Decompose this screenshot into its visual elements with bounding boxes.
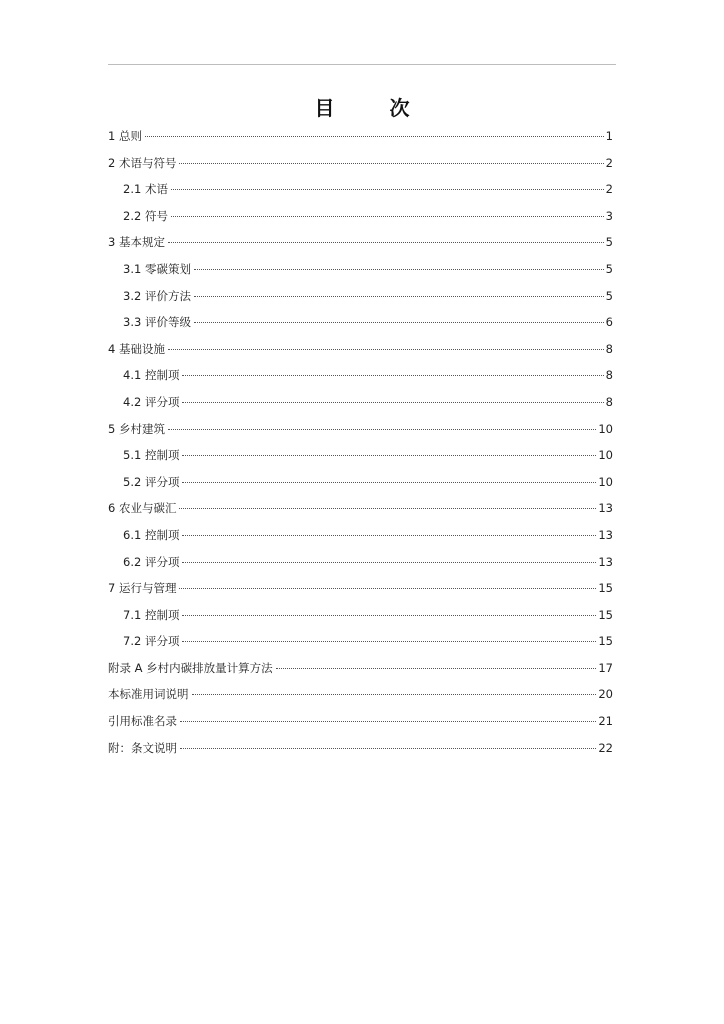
toc-entry-page-number: 21 [598,714,613,729]
toc-entry-label: 4 基础设施 [108,341,165,356]
toc-entry-page-number: 2 [605,182,613,197]
toc-entry-page-number: 8 [605,368,613,383]
toc-entry-page-number: 5 [605,288,613,303]
toc-entry-label: 引用标准名录 [108,714,177,729]
toc-entry-label: 6.1 控制项 [123,527,180,542]
toc-entry-label: 2.1 术语 [123,182,168,197]
toc-dot-leader [276,668,597,669]
toc-entry-page-number: 5 [605,261,613,276]
toc-entry-label: 附录 A 乡村内碳排放量计算方法 [108,660,273,675]
toc-entry-label: 1 总则 [108,129,142,143]
toc-entry-page-number: 10 [598,448,613,463]
toc-dot-leader [168,429,596,430]
toc-entry[interactable] [108,735,613,762]
toc-entry-page-number: 5 [605,235,613,250]
toc-entry-label: 3 基本规定 [108,235,165,250]
toc-entry[interactable] [108,681,613,708]
toc-dot-leader [182,455,596,456]
toc-entry[interactable] [108,495,613,522]
toc-entry-page-number: 13 [598,527,613,542]
toc-entry[interactable] [108,522,613,549]
toc-dot-leader [168,349,604,350]
toc-dot-leader [182,402,603,403]
toc-entry-page-number: 6 [605,315,613,330]
toc-entry-page-number: 10 [598,421,613,436]
toc-dot-leader [168,242,604,243]
toc-entry[interactable] [108,416,613,443]
toc-entry-page-number: 20 [598,687,613,702]
toc-entry[interactable] [108,549,613,576]
toc-entry-label: 6.2 评分项 [123,554,180,569]
toc-entry-page-number: 3 [605,208,613,223]
toc-entry-label: 本标准用词说明 [108,687,189,702]
toc-entry-page-number: 15 [598,607,613,622]
toc-entry-label: 5.2 评分项 [123,474,180,489]
toc-entry[interactable] [108,708,613,735]
toc-entry-page-number: 1 [605,129,613,143]
toc-entry-label: 3.3 评价等级 [123,315,191,330]
toc-dot-leader [194,296,604,297]
toc-entry[interactable] [108,309,613,336]
toc-entry-label: 7.2 评分项 [123,634,180,649]
toc-entry-label: 6 农业与碳汇 [108,501,177,516]
toc-entry-page-number: 22 [598,740,613,755]
toc-dot-leader [182,562,596,563]
page-title: 目 次 [314,96,434,120]
table-of-contents [108,123,613,761]
toc-entry[interactable] [108,628,613,655]
toc-entry-label: 7.1 控制项 [123,607,180,622]
toc-dot-leader [145,136,604,137]
toc-entry[interactable] [108,602,613,629]
toc-dot-leader [194,269,604,270]
toc-entry[interactable] [108,389,613,416]
toc-entry[interactable] [108,256,613,283]
toc-entry-label: 5.1 控制项 [123,448,180,463]
toc-entry-label: 2 术语与符号 [108,155,177,170]
toc-entry[interactable] [108,442,613,469]
toc-entry-page-number: 8 [605,394,613,409]
toc-entry[interactable] [108,229,613,256]
toc-entry-page-number: 10 [598,474,613,489]
toc-entry[interactable] [108,362,613,389]
toc-dot-leader [182,615,596,616]
toc-entry[interactable] [108,123,613,150]
toc-entry-label: 7 运行与管理 [108,581,177,596]
toc-dot-leader [182,641,596,642]
toc-entry[interactable] [108,336,613,363]
toc-dot-leader [171,216,604,217]
toc-entry-page-number: 13 [598,554,613,569]
toc-entry-page-number: 15 [598,634,613,649]
toc-entry[interactable] [108,575,613,602]
toc-entry-label: 2.2 符号 [123,208,168,223]
toc-entry-label: 4.1 控制项 [123,368,180,383]
toc-dot-leader [180,748,596,749]
toc-entry[interactable] [108,150,613,177]
toc-dot-leader [179,163,603,164]
toc-dot-leader [182,535,596,536]
toc-entry[interactable] [108,176,613,203]
toc-dot-leader [180,721,596,722]
toc-entry-page-number: 8 [605,341,613,356]
toc-entry-page-number: 13 [598,501,613,516]
toc-entry-label: 3.1 零碳策划 [123,261,191,276]
toc-dot-leader [182,482,596,483]
toc-entry-label: 附：条文说明 [108,740,177,755]
toc-dot-leader [182,375,603,376]
toc-entry[interactable] [108,655,613,682]
toc-entry-page-number: 15 [598,581,613,596]
toc-entry[interactable] [108,283,613,310]
toc-dot-leader [179,508,596,509]
toc-dot-leader [171,189,604,190]
toc-entry-label: 4.2 评分项 [123,394,180,409]
toc-dot-leader [192,694,597,695]
toc-entry-page-number: 17 [598,660,613,675]
toc-entry[interactable] [108,469,613,496]
toc-entry-page-number: 2 [605,155,613,170]
toc-entry-label: 5 乡村建筑 [108,421,165,436]
header-rule [108,64,616,65]
toc-dot-leader [179,588,596,589]
toc-entry[interactable] [108,203,613,230]
toc-entry-label: 3.2 评价方法 [123,288,191,303]
toc-dot-leader [194,322,604,323]
